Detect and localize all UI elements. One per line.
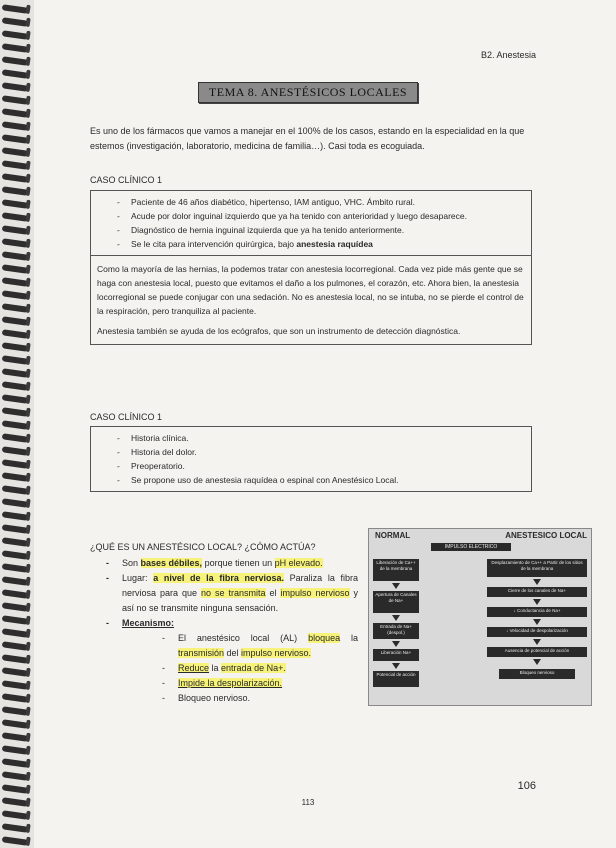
highlight: impulso nervioso (280, 588, 350, 598)
spiral-coil (2, 485, 29, 495)
spiral-coil (2, 147, 29, 157)
title-wrap (0, 82, 616, 103)
spiral-coil (2, 316, 29, 326)
highlight: entrada de Na+. (221, 663, 286, 673)
list-item (117, 237, 531, 251)
text: la (340, 633, 358, 643)
spiral-coil (2, 134, 29, 144)
diagram-right-step: ↓ Conductancia de Na+ (487, 607, 587, 617)
highlight: bloquea (308, 633, 341, 643)
highlight: impulso nervioso. (241, 648, 312, 658)
highlight: pH elevado. (274, 558, 323, 568)
diagram-right-step: Cierre de los canales de Na+ (487, 587, 587, 597)
text: El anestésico local (AL) (178, 633, 309, 643)
case1-title: CASO CLÍNICO 1 (90, 175, 163, 185)
list-item (96, 616, 358, 706)
case1-list (91, 191, 531, 255)
spiral-coil (2, 56, 29, 66)
spiral-coil (2, 641, 29, 651)
spiral-coil (2, 4, 29, 14)
arrow-down-icon (392, 641, 400, 647)
spiral-coil (2, 342, 29, 352)
list-item: - Historia clínica. (117, 431, 531, 445)
diagram-impulse-box: IMPULSO ELECTRICO (431, 543, 511, 551)
spiral-coil (2, 511, 29, 521)
list-item: - Preoperatorio. (117, 459, 531, 473)
case1-box (90, 190, 532, 345)
spiral-coil (2, 355, 29, 365)
diagram-left-step: Liberación de Ca++ de la membrana (373, 559, 419, 581)
list-item: - Historia del dolor. (117, 445, 531, 459)
spiral-coil (2, 199, 29, 209)
spiral-coil (2, 30, 29, 40)
highlight: a nivel de la fibra nerviosa. (153, 573, 285, 583)
highlight: bases débiles, (140, 558, 203, 568)
text: Son (122, 558, 141, 568)
arrow-down-icon (392, 583, 400, 589)
text: Paraliza la fibra nerviosa para que (122, 573, 359, 598)
case1-paragraph-2: Anestesia también se ayuda de los ecógrafos, que son un instrumento de detección diagnóstica. (97, 326, 461, 336)
page-title: TEMA 8. ANESTÉSICOS LOCALES (198, 82, 418, 103)
spiral-coil (2, 225, 29, 235)
list-item (96, 571, 358, 616)
spiral-coil (2, 264, 29, 274)
arrow-down-icon (392, 663, 400, 669)
spiral-coil (2, 433, 29, 443)
spiral-coil (2, 251, 29, 261)
spiral-coil (2, 615, 29, 625)
spiral-coil (2, 238, 29, 248)
spiral-coil (2, 290, 29, 300)
page-number: 106 (517, 780, 536, 792)
spiral-coil (2, 784, 29, 794)
spiral-coil (2, 303, 29, 313)
highlight: transmisión (178, 648, 225, 658)
spiral-coil (2, 576, 29, 586)
spiral-coil (2, 446, 29, 456)
spiral-coil (2, 771, 29, 781)
list-item (162, 661, 358, 676)
spiral-coil (2, 706, 29, 716)
text: porque tienen un (202, 558, 275, 568)
list-item: - Diagnóstico de hernia inguinal izquierda que ya ha tenido anteriormente. (117, 223, 531, 237)
diagram-left-step: Potencial de acción (373, 671, 419, 687)
mechanism-list (122, 631, 358, 706)
case2-list (91, 427, 531, 491)
spiral-coil (2, 589, 29, 599)
spiral-coil (2, 329, 29, 339)
list-item (162, 631, 358, 661)
spiral-coil (2, 654, 29, 664)
diagram-right-step: Desplazamiento de Ca++ a Partir de los sitios de la membrana (487, 559, 587, 577)
intro-paragraph: Es uno de los fármacos que vamos a manejar en el 100% de los casos, estando en la especialidad en la que estemos (investigación, laboratorio, medicina de familia…). Casi toda es ecoguiada. (90, 126, 525, 151)
arrow-down-icon (533, 639, 541, 645)
diagram-right-step: Ausencia de potencial de acción (487, 647, 587, 657)
highlight: Reduce (178, 663, 210, 673)
arrow-down-icon (392, 615, 400, 621)
spiral-coil (2, 459, 29, 469)
spiral-coil (2, 368, 29, 378)
list-item-text: Se le cita para intervención quirúrgica, bajo (131, 239, 297, 249)
question-list (96, 556, 358, 706)
case2-box (90, 426, 532, 492)
list-item: - Paciente de 46 años diabético, hipertenso, IAM antiguo, VHC. Ámbito rural. (117, 195, 531, 209)
spiral-coil (2, 212, 29, 222)
spiral-coil (2, 277, 29, 287)
spiral-coil (2, 550, 29, 560)
spiral-coil (2, 745, 29, 755)
spiral-coil (2, 43, 29, 53)
spiral-coil (2, 719, 29, 729)
case2-title: CASO CLÍNICO 1 (90, 412, 163, 422)
list-item: - Bloqueo nervioso. (162, 691, 358, 706)
spiral-coil (2, 810, 29, 820)
text: el (265, 588, 281, 598)
text: del (224, 648, 242, 658)
spiral-coil (2, 472, 29, 482)
spiral-coil (2, 693, 29, 703)
spiral-coil (2, 537, 29, 547)
spiral-coil (2, 108, 29, 118)
arrow-down-icon (533, 619, 541, 625)
list-item (162, 676, 358, 691)
spiral-coil (2, 69, 29, 79)
arrow-down-icon (533, 579, 541, 585)
spiral-binding (0, 0, 34, 848)
arrow-down-icon (533, 659, 541, 665)
spiral-coil (2, 680, 29, 690)
spiral-coil (2, 524, 29, 534)
highlight: no se transmita (201, 588, 266, 598)
spiral-coil (2, 394, 29, 404)
spiral-coil (2, 160, 29, 170)
bold-text: anestesia raquídea (296, 239, 373, 249)
spiral-coil (2, 667, 29, 677)
highlight: Impide la despolarización. (178, 678, 283, 688)
spiral-coil (2, 381, 29, 391)
spiral-coil (2, 836, 29, 846)
spiral-coil (2, 498, 29, 508)
spiral-coil (2, 602, 29, 612)
spiral-coil (2, 732, 29, 742)
diagram-left-step: Apertura de Canales de Na+ (373, 591, 419, 613)
case1-paragraph: Como la mayoría de las hernias, la podemos tratar con anestesia locorregional. Cada vez pide más gente que se haga con anestesia local, puesto que evitamos el daño a los pulmones, el corazón, etc. Ahora bien, la anestesia locorregional se puede conjugar con una sedación. No es anestesia local, no se intuba, no se pierde el control de la respiración, pero tranquiliza al paciente. (91, 255, 531, 324)
diagram-right-step: ↓ Velocidad de despolarización (487, 627, 587, 637)
spiral-coil (2, 173, 29, 183)
mechanism-diagram (368, 528, 592, 706)
question-title: ¿QUÉ ES UN ANESTÉSICO LOCAL? ¿CÓMO ACTÚA? (90, 542, 316, 552)
mechanism-label: Mecanismo: (122, 618, 175, 628)
list-item: - Acude por dolor inguinal izquierdo que ya ha tenido con anterioridad y luego desaparece. (117, 209, 531, 223)
list-item (96, 556, 358, 571)
text: Lugar: (122, 573, 154, 583)
spiral-coil (2, 17, 29, 27)
spiral-coil (2, 628, 29, 638)
spiral-coil (2, 186, 29, 196)
diagram-left-step: Entrada de Na+ (despol.) (373, 623, 419, 639)
diagram-left-step: Liberación Na+ (373, 649, 419, 661)
spiral-coil (2, 823, 29, 833)
spiral-coil (2, 121, 29, 131)
spiral-coil (2, 420, 29, 430)
footer-page-number: 113 (301, 798, 315, 807)
text: la (209, 663, 222, 673)
spiral-coil (2, 407, 29, 417)
list-item: - Se propone uso de anestesia raquídea o espinal con Anestésico Local. (117, 473, 531, 487)
diagram-normal-title: NORMAL (375, 531, 411, 540)
section-header: B2. Anestesia (480, 50, 536, 60)
diagram-right-step: Bloqueo nervioso (499, 669, 575, 679)
diagram-anesthetic-title: ANESTESICO LOCAL (505, 531, 587, 540)
arrow-down-icon (533, 599, 541, 605)
spiral-coil (2, 758, 29, 768)
text: y así no se transmite ninguna sensación. (122, 588, 358, 613)
spiral-coil (2, 563, 29, 573)
